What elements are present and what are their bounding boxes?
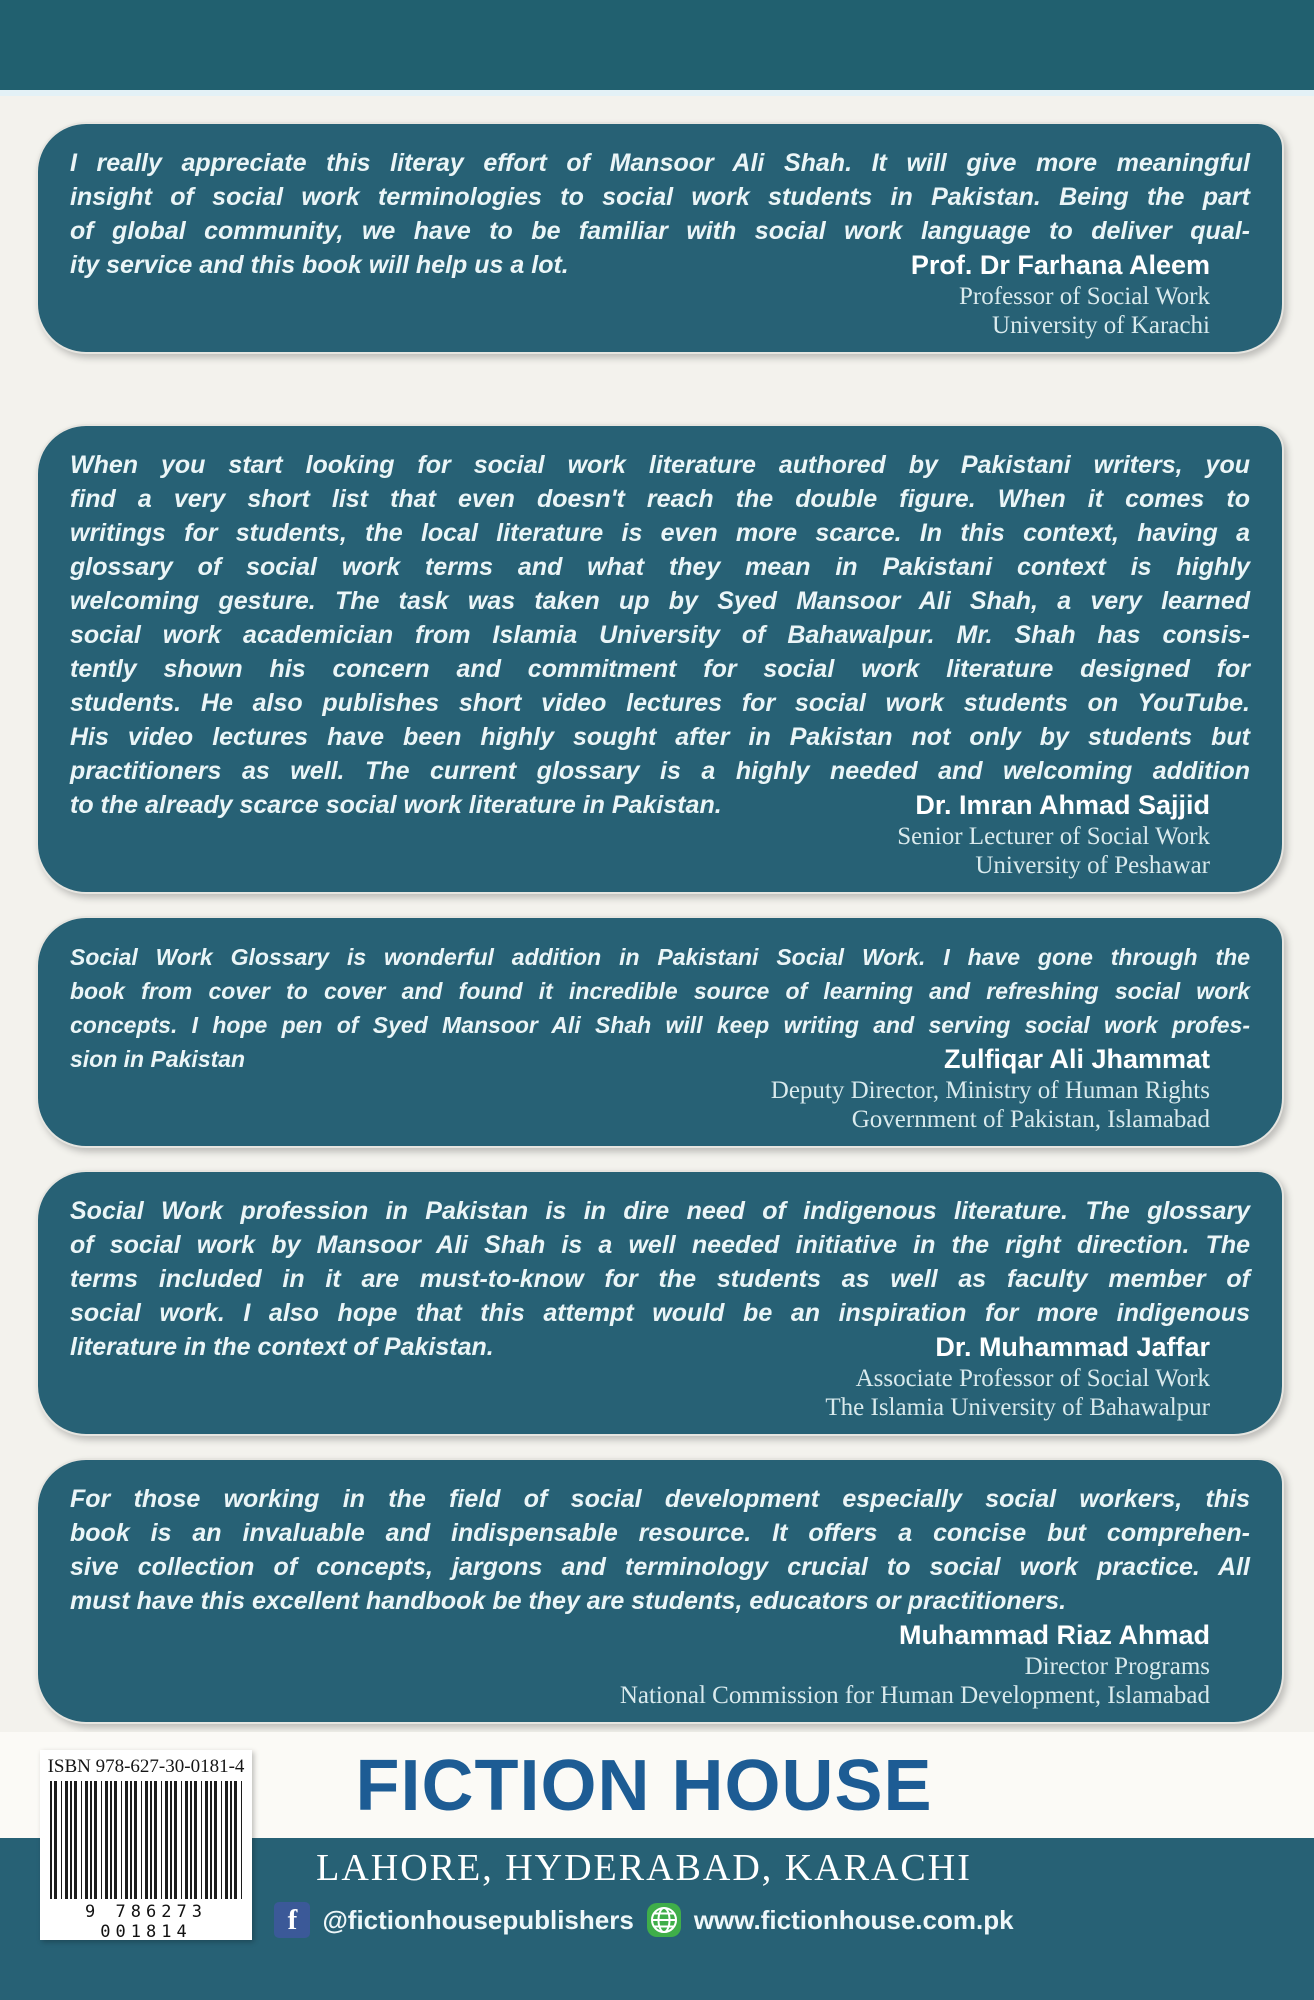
quote-line: sion in Pakistan [70, 1046, 246, 1072]
reviewer-roles [70, 1364, 1250, 1422]
quote-line: Social Work Glossary is wonderful addition in Pakistani Social Work. I have gone through the [70, 944, 1250, 970]
quote-last-row [70, 1330, 1250, 1364]
quote-line: book from cover to cover and found it incredible source of learning and refreshing social work [70, 978, 1250, 1004]
publisher-cities: LAHORE, HYDERABAD, KARACHI [316, 1847, 972, 1889]
quote-line: terms included in it are must-to-know for the students as well as faculty member of [70, 1265, 1250, 1293]
reviewer-role: University of Peshawar [975, 852, 1210, 879]
publisher-footer [0, 1732, 1314, 2000]
reviewer-role: University of Karachi [992, 312, 1210, 339]
quote-line: glossary of social work terms and what they mean in Pakistani context is highly [70, 553, 1250, 581]
quote-line: of global community, we have to be familiar with social work language to deliver qual- [70, 217, 1250, 245]
quote-line: literature in the context of Pakistan. [70, 1333, 494, 1361]
reviewer-role: Deputy Director, Ministry of Human Rights [770, 1077, 1210, 1104]
quote-line: students. He also publishes short video lectures for social work students on YouTube. [70, 689, 1250, 717]
reviewer-role: Associate Professor of Social Work [855, 1365, 1210, 1392]
reviewer-name: Dr. Muhammad Jaffar [935, 1332, 1210, 1362]
isbn-label: ISBN 978-627-30-0181-4 [47, 1756, 245, 1777]
quote-line: Social Work profession in Pakistan is in dire need of indigenous literature. The glossary [70, 1197, 1250, 1225]
quote-line: must have this excellent handbook be they are students, educators or practitioners. [70, 1587, 1067, 1615]
quote-line: concepts. I hope pen of Syed Mansoor Ali Shah will keep writing and serving social work profes- [70, 1012, 1250, 1038]
reviewer-role: Professor of Social Work [959, 283, 1210, 310]
globe-icon [646, 1902, 682, 1938]
facebook-handle: @fictionhousepublishers [322, 1904, 634, 1935]
testimonial-card-imran-sajjid [36, 424, 1284, 894]
barcode-digits: 9 786273 001814 [85, 1902, 207, 1942]
quote-last-row [70, 788, 1250, 822]
isbn-barcode [40, 1750, 252, 1940]
testimonial-card-zulfiqar-jhammat [36, 916, 1284, 1148]
quote-line: welcoming gesture. The task was taken up by Syed Mansoor Ali Shah, a very learned [70, 587, 1250, 615]
quote-line: social work. I also hope that this attempt would be an inspiration for more indigenous [70, 1299, 1250, 1327]
quote-line: sive collection of concepts, jargons and terminology crucial to social work practice. All [70, 1553, 1250, 1581]
testimonial-card-farhana-aleem [36, 122, 1284, 354]
reviewer-roles [70, 822, 1250, 880]
reviewer-roles [70, 282, 1250, 340]
quote-line: His video lectures have been highly sought after in Pakistan not only by students but [70, 723, 1250, 751]
quote-line: writings for students, the local literature is even more scarce. In this context, having a [70, 519, 1250, 547]
quote-last-row [70, 1584, 1250, 1652]
reviewer-role: National Commission for Human Development, Islamabad [619, 1682, 1210, 1709]
quote-line: insight of social work terminologies to social work students in Pakistan. Being the part [70, 183, 1250, 211]
quote-line: social work academician from Islamia University of Bahawalpur. Mr. Shah has consis- [70, 621, 1250, 649]
facebook-icon: f [274, 1902, 310, 1938]
reviewer-name: Prof. Dr Farhana Aleem [910, 250, 1210, 280]
quote-line: of social work by Mansoor Ali Shah is a well needed initiative in the right direction. The [70, 1231, 1250, 1259]
quote-line: to the already scarce social work literature in Pakistan. [70, 791, 722, 819]
reviewer-name: Muhammad Riaz Ahmad [898, 1620, 1210, 1650]
reviewer-roles [70, 1652, 1250, 1710]
reviewer-role: Government of Pakistan, Islamabad [851, 1106, 1210, 1133]
reviewer-roles [70, 1076, 1250, 1134]
quote-line: When you start looking for social work literature authored by Pakistani writers, you [70, 451, 1250, 479]
quote-line: For those working in the field of social development especially social workers, this [70, 1485, 1250, 1513]
reviewer-role: The Islamia University of Bahawalpur [825, 1394, 1210, 1421]
quote-line: book is an invaluable and indispensable resource. It offers a concise but comprehen- [70, 1519, 1250, 1547]
top-band [0, 0, 1314, 96]
reviewer-role: Senior Lecturer of Social Work [897, 823, 1210, 850]
testimonial-card-riaz-ahmad [36, 1458, 1284, 1724]
reviewer-role: Director Programs [1024, 1653, 1210, 1680]
testimonials-section [0, 96, 1314, 1724]
quote-line: find a very short list that even doesn't reach the double figure. When it comes to [70, 485, 1250, 513]
quote-line: ity service and this book will help us a lot. [70, 251, 569, 279]
publisher-name: FICTION HOUSE [355, 1746, 933, 1826]
quote-line: I really appreciate this literay effort of Mansoor Ali Shah. It will give more meaningful [70, 149, 1250, 177]
testimonial-card-muhammad-jaffar [36, 1170, 1284, 1436]
quote-last-row [70, 1042, 1250, 1076]
reviewer-name: Zulfiqar Ali Jhammat [943, 1044, 1210, 1074]
quote-line: tently shown his concern and commitment for social work literature designed for [70, 655, 1250, 683]
quote-last-row [70, 248, 1250, 282]
website-url: www.fictionhouse.com.pk [693, 1904, 1014, 1935]
reviewer-name: Dr. Imran Ahmad Sajjid [915, 790, 1210, 820]
barcode-bars [50, 1781, 242, 1899]
quote-line: practitioners as well. The current glossary is a highly needed and welcoming addition [70, 757, 1250, 785]
